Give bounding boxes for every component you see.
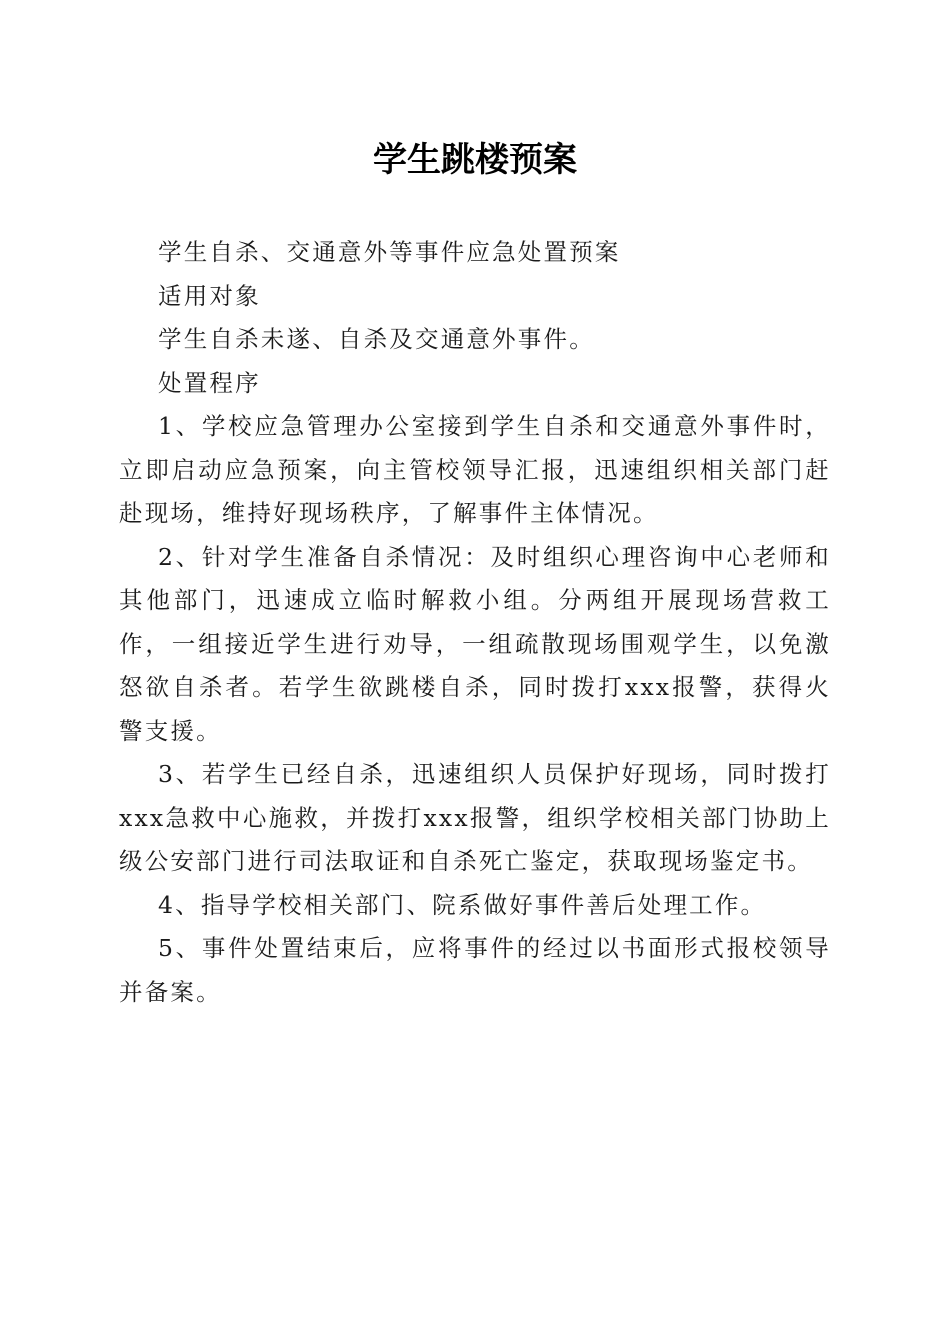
paragraph-step-2: 2、针对学生准备自杀情况：及时组织心理咨询中心老师和其他部门，迅速成立临时解救小组。分两组开展现场营救工作，一组接近学生进行劝导，一组疏散现场围观学生，以免激怒欲自杀者。若学生欲跳楼自杀，同时拨打xxx报警，获得火警支援。: [119, 542, 831, 745]
paragraph-step-1: 1、学校应急管理办公室接到学生自杀和交通意外事件时，立即启动应急预案，向主管校领导汇报，迅速组织相关部门赶赴现场，维持好现场秩序，了解事件主体情况。: [119, 412, 831, 527]
paragraph-procedure-heading: 处置程序: [158, 368, 261, 397]
paragraph-scope-heading: 适用对象: [158, 281, 261, 310]
paragraph-scope-content: 学生自杀未遂、自杀及交通意外事件。: [158, 325, 595, 353]
document-title: 学生跳楼预案: [373, 140, 577, 180]
document-body: [119, 231, 831, 1014]
paragraph-plan-name: 学生自杀、交通意外等事件应急处置预案: [158, 238, 621, 266]
paragraph-step-5: 5、事件处置结束后，应将事件的经过以书面形式报校领导并备案。: [119, 934, 831, 1006]
paragraph-step-4: 4、指导学校相关部门、院系做好事件善后处理工作。: [158, 890, 767, 919]
paragraph-step-3: 3、若学生已经自杀，迅速组织人员保护好现场，同时拨打xxx急救中心施救，并拨打xxx报警，组织学校相关部门协助上级公安部门进行司法取证和自杀死亡鉴定，获取现场鉴定书。: [119, 760, 831, 875]
